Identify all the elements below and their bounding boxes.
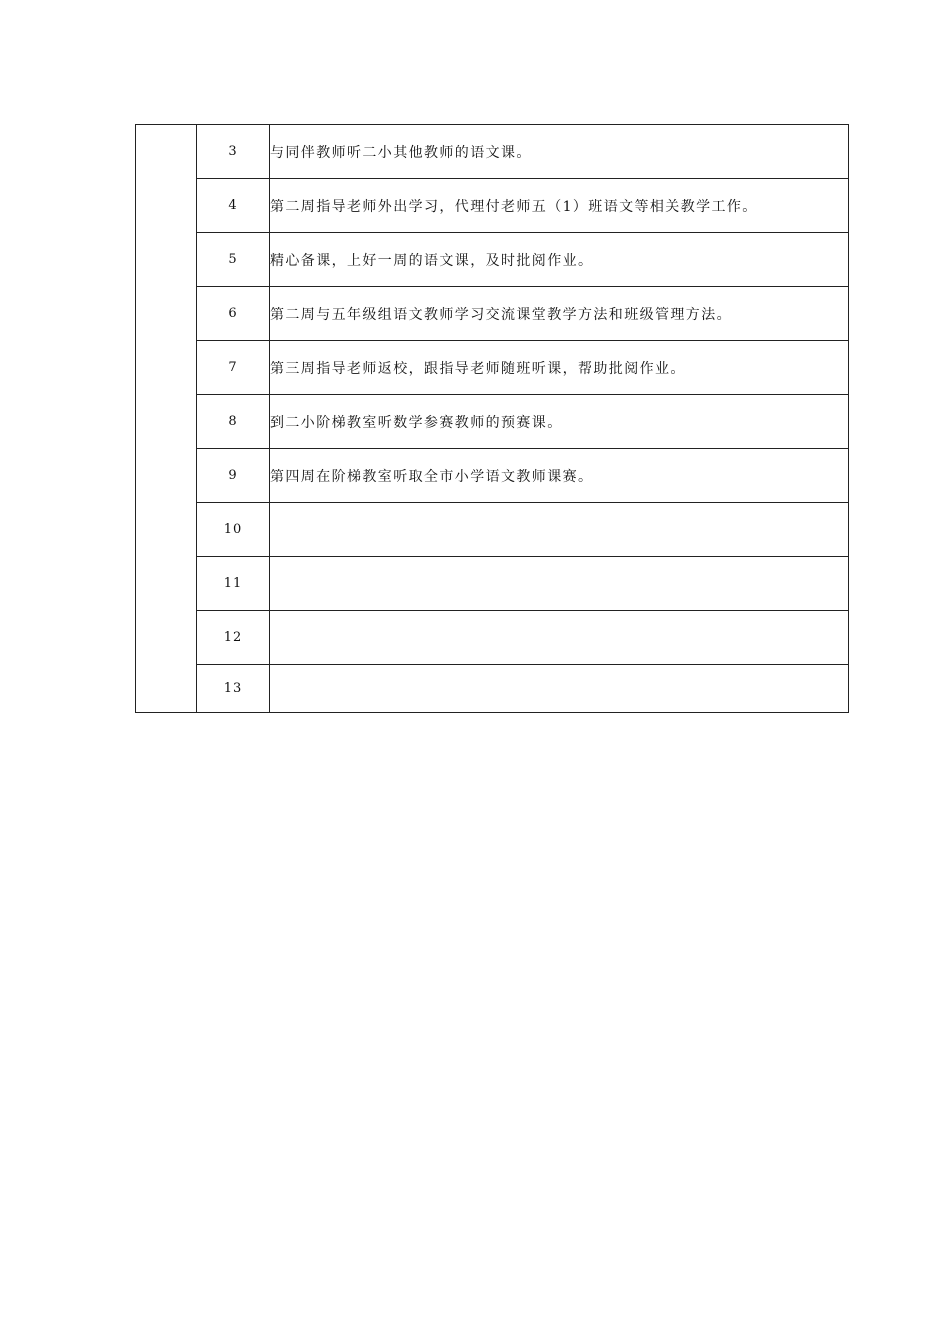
row-content <box>270 611 849 665</box>
row-number: 6 <box>197 287 270 341</box>
row-number: 7 <box>197 341 270 395</box>
row-number: 3 <box>197 125 270 179</box>
row-content: 第二周与五年级组语文教师学习交流课堂教学方法和班级管理方法。 <box>270 287 849 341</box>
table-row <box>136 179 849 233</box>
row-content: 与同伴教师听二小其他教师的语文课。 <box>270 125 849 179</box>
row-content: 第二周指导老师外出学习，代理付老师五（1）班语文等相关教学工作。 <box>270 179 849 233</box>
table-row <box>136 611 849 665</box>
table-row <box>136 557 849 611</box>
row-content <box>270 557 849 611</box>
row-content: 第四周在阶梯教室听取全市小学语文教师课赛。 <box>270 449 849 503</box>
row-number: 8 <box>197 395 270 449</box>
row-content <box>270 503 849 557</box>
table-row <box>136 665 849 713</box>
table-row <box>136 449 849 503</box>
row-number: 5 <box>197 233 270 287</box>
row-content: 第三周指导老师返校，跟指导老师随班听课，帮助批阅作业。 <box>270 341 849 395</box>
row-number: 9 <box>197 449 270 503</box>
activity-log-table <box>135 124 849 713</box>
table-row <box>136 233 849 287</box>
table-row <box>136 395 849 449</box>
row-content: 到二小阶梯教室听数学参赛教师的预赛课。 <box>270 395 849 449</box>
table-row <box>136 125 849 179</box>
row-number: 11 <box>197 557 270 611</box>
row-content <box>270 665 849 713</box>
row-number: 10 <box>197 503 270 557</box>
table-row <box>136 341 849 395</box>
row-number: 13 <box>197 665 270 713</box>
table-row <box>136 287 849 341</box>
row-number: 4 <box>197 179 270 233</box>
merged-side-cell <box>136 125 197 713</box>
table-row <box>136 503 849 557</box>
row-number: 12 <box>197 611 270 665</box>
row-content: 精心备课，上好一周的语文课，及时批阅作业。 <box>270 233 849 287</box>
